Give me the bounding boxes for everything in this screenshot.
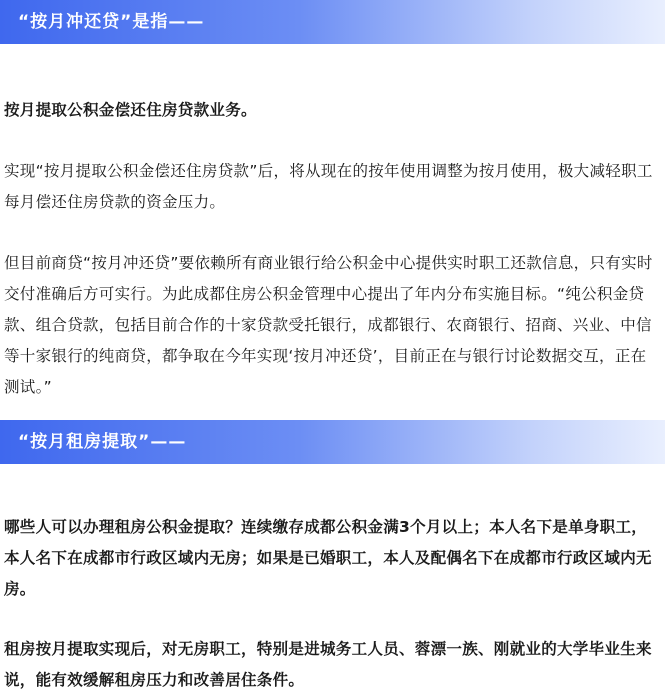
benefit-paragraph: 实现“按月提取公积金偿还住房贷款”后，将从现在的按年使用调整为按月使用，极大减轻职工每月偿还住房贷款的资金压力。: [4, 161, 653, 211]
section-heading: “按月冲还贷”是指——: [18, 12, 205, 32]
section-banner-monthly-loan-repayment: [0, 0, 665, 44]
eligibility-paragraph: 哪些人可以办理租房公积金提取？连续缴存成都公积金满3个月以上；本人名下是单身职工，本人名下在成都市行政区域内无房；如果是已婚职工，本人及配偶名下在成都市行政区域内无房。: [4, 517, 652, 598]
impact-paragraph: 租房按月提取实现后，对无房职工，特别是进城务工人员、蓉漂一族、刚就业的大学毕业生来说，能有效缓解租房压力和改善居住条件。: [4, 639, 652, 689]
section-banner-monthly-rent-withdrawal: [0, 420, 665, 464]
implementation-paragraph: 但目前商贷“按月冲还贷”要依赖所有商业银行给公积金中心提供实时职工还款信息，只有实时交付准确后方可实行。为此成都住房公积金管理中心提出了年内分布实施目标。“纯公积金贷款、组合贷款，包括目前合作的十家贷款受托银行，成都银行、农商银行、招商、兴业、中信等十家银行的纯商贷，都争取在今年实现‘按月冲还贷’，目前正在与银行讨论数据交互，正在测试。”: [4, 253, 653, 396]
definition-paragraph: 按月提取公积金偿还住房贷款业务。: [4, 100, 257, 119]
section-heading: “按月租房提取”——: [18, 432, 187, 452]
